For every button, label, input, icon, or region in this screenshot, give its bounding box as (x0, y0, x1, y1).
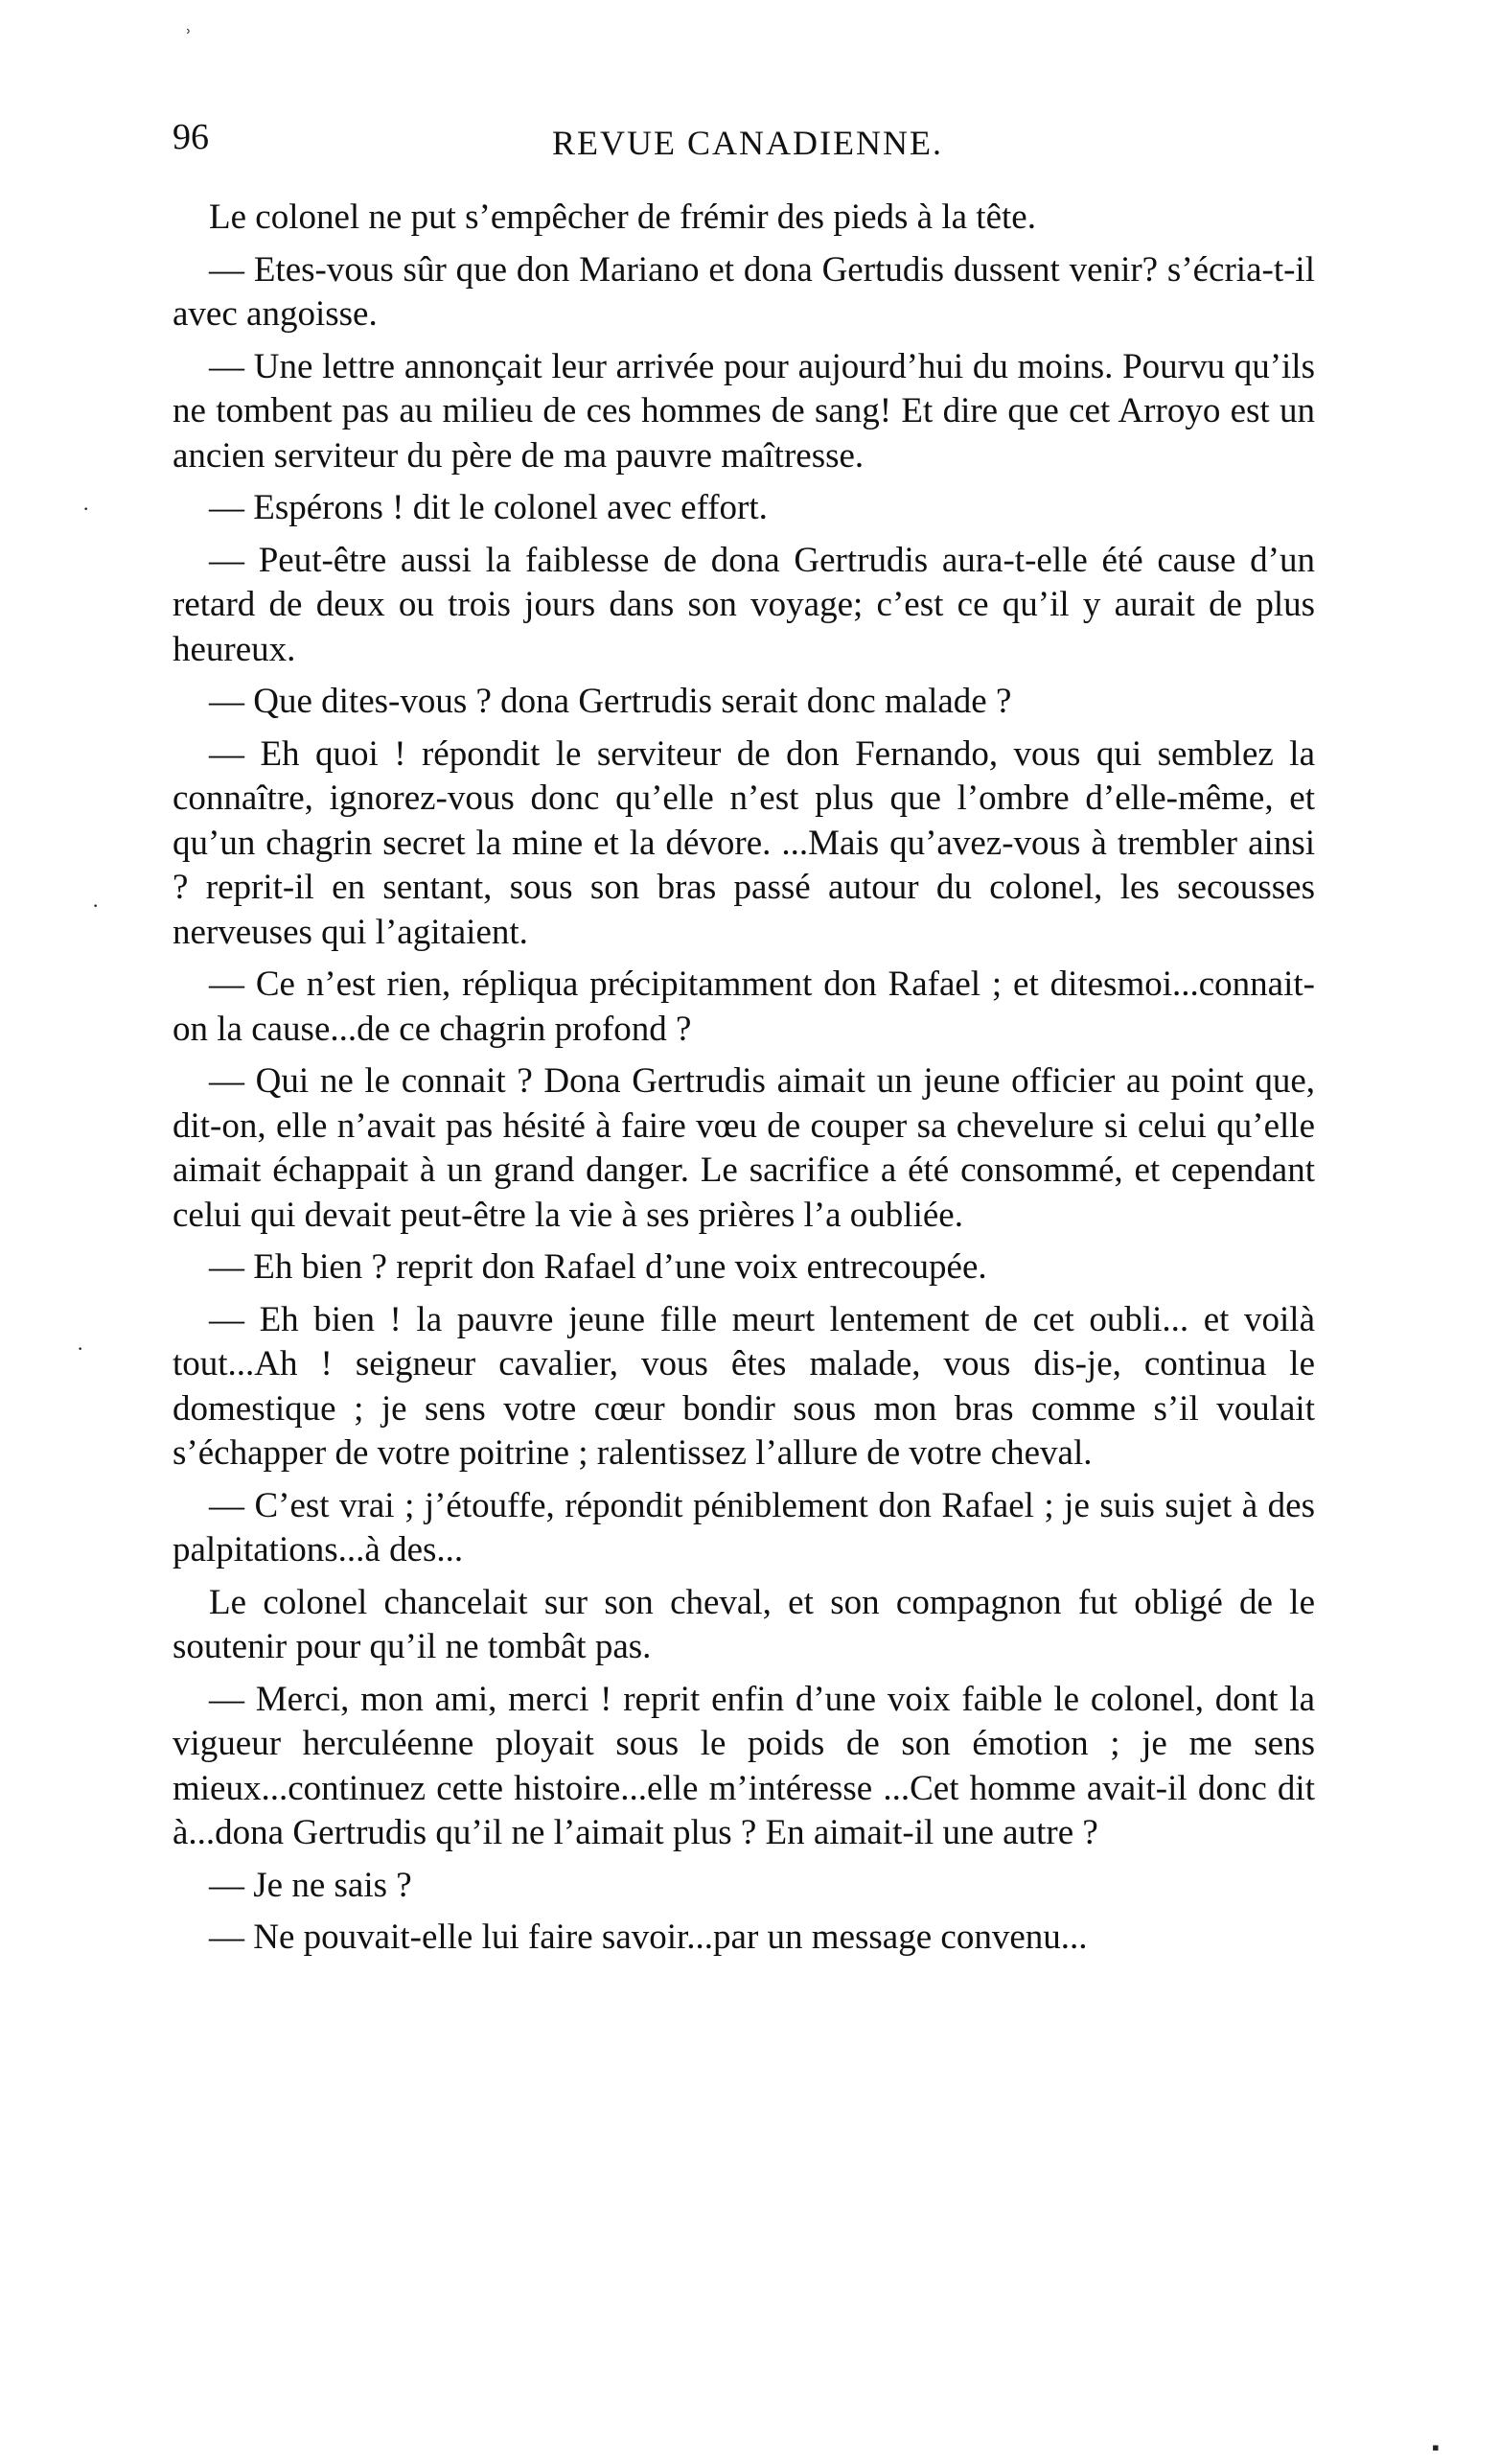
paragraph: — Qui ne le connait ? Dona Gertrudis aimait un jeune officier au point que, dit-on, elle n’avait pas hésité à faire vœu de couper sa chevelure si celui qu’elle aimait échappait à un grand danger. Le sacrifice a été consommé, et cependant celui qui devait peut-être la vie à ses prières l’a oubliée. (173, 1061, 1315, 1235)
scan-speck: · (82, 497, 90, 521)
body-text (173, 196, 1315, 1968)
paragraph: — Une lettre annonçait leur arrivée pour aujourd’hui du moins. Pourvu qu’ils ne tombent pas au milieu de ces hommes de sang! Et dire que cet Arroyo est un ancien serviteur du père de ma pauvre maîtresse. (173, 346, 1315, 476)
paragraph: — Peut-être aussi la faiblesse de dona Gertrudis aura-t-elle été cause d’un retard de deux ou trois jours dans son voyage; c’est ce qu’il y aurait de plus heureux. (173, 540, 1315, 669)
paragraph: — Ce n’est rien, répliqua précipitamment don Rafael ; et ditesmoi...connait-on la cause...de ce chagrin profond ? (173, 965, 1315, 1049)
paragraph: — Ne pouvait-elle lui faire savoir...par un message convenu... (209, 1918, 1088, 1957)
paragraph: Le colonel chancelait sur son cheval, et son compagnon fut obligé de le soutenir pour qu’il ne tombât pas. (173, 1582, 1315, 1666)
paragraph: — Espérons ! dit le colonel avec effort. (209, 488, 768, 527)
paragraph: — Eh bien ? reprit don Rafael d’une voix entrecoupée. (209, 1247, 987, 1287)
scan-speck: · (92, 894, 100, 918)
paragraph: — C’est vrai ; j’étouffe, répondit péniblement don Rafael ; je suis sujet à des palpitations...à des... (173, 1485, 1315, 1569)
paragraph: Le colonel ne put s’empêcher de frémir des pieds à la tête. (209, 198, 1036, 237)
page-number: 96 (173, 117, 209, 157)
paragraph: — Eh bien ! la pauvre jeune fille meurt lentement de cet oubli... et voilà tout...Ah ! seigneur cavalier, vous êtes malade, vous dis-je, continua le domestique ; je sens votre cœur bondir sous mon bras comme s’il voulait s’échapper de votre poitrine ; ralentissez l’allure de votre cheval. (173, 1299, 1315, 1473)
paragraph: — Je ne sais ? (209, 1865, 412, 1905)
paragraph: — Eh quoi ! répondit le serviteur de don Fernando, vous qui semblez la connaître, ignorez-vous donc qu’elle n’est plus que l’ombre d’elle-même, et qu’un chagrin secret la mine et la dévore. ...Mais qu’avez-vous à trembler ainsi ? reprit-il en sentant, sous son bras passé autour du colonel, les secousses nerveuses qui l’agitaient. (173, 733, 1315, 952)
paragraph: — Etes-vous sûr que don Mariano et dona Gertudis dussent venir? s’écria-t-il avec angoisse. (173, 249, 1315, 334)
scan-speck: ʾ (184, 25, 193, 53)
paragraph: — Que dites-vous ? dona Gertrudis serait donc malade ? (209, 682, 1012, 721)
scan-speck: ▪ (1432, 2435, 1440, 2459)
scan-speck: · (77, 1337, 84, 1360)
running-title: REVUE CANADIENNE. (552, 124, 943, 162)
paragraph: — Merci, mon ami, merci ! reprit enfin d’une voix faible le colonel, dont la vigueur herculéenne ployait sous le poids de son émotion ; je me sens mieux...continuez cette histoire...elle m’intéresse ...Cet homme avait-il donc dit à...dona Gertrudis qu’il ne l’aimait plus ? En aimait-il une autre ? (173, 1679, 1315, 1852)
page-header (173, 113, 1323, 161)
